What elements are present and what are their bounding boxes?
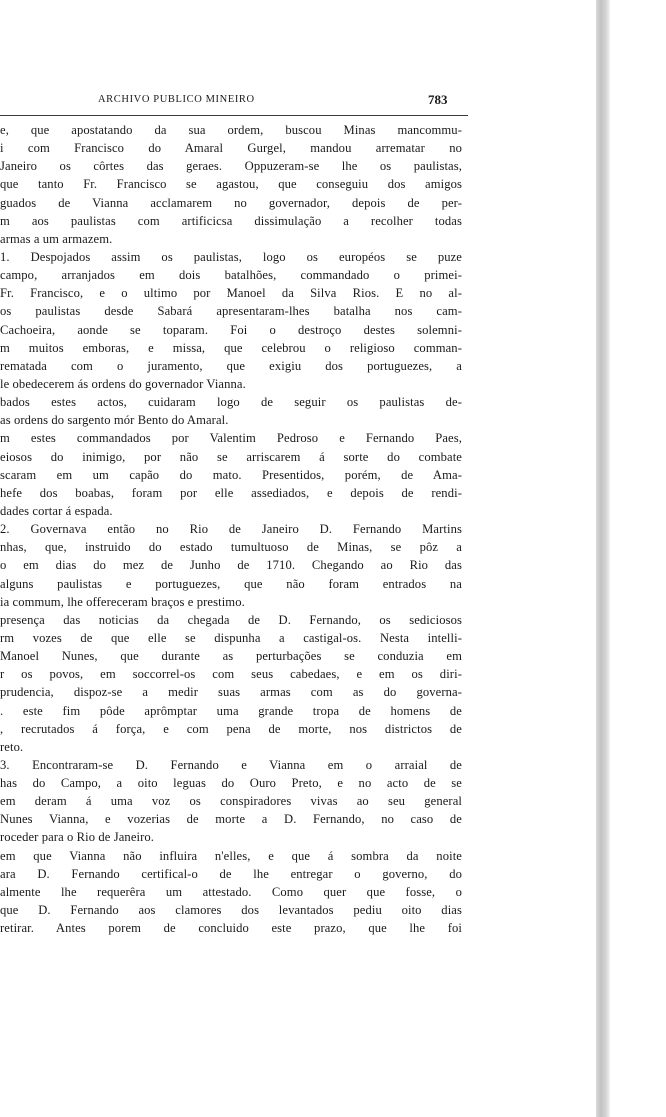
text-line: em que Vianna não influira n'elles, e que á sombra da noite bbox=[0, 848, 462, 863]
text-line: Manoel Nunes, que durante as perturbações se conduzia em bbox=[0, 649, 462, 664]
text-line: almente lhe requerêra um attestado. Como quer que fosse, o bbox=[0, 884, 462, 899]
text-line: nhas, que, instruido do estado tumultuoso de Minas, se pôz a bbox=[0, 540, 462, 555]
text-line: le obedecerem ás ordens do governador Vianna. bbox=[0, 376, 246, 391]
text-line: prudencia, dispoz-se a medir suas armas com as do governa- bbox=[0, 685, 462, 700]
text-line: o em dias do mez de Junho de 1710. Chegando ao Rio das bbox=[0, 558, 462, 573]
text-line: ara D. Fernando certifical-o de lhe entregar o governo, do bbox=[0, 866, 462, 881]
text-line: armas a um armazem. bbox=[0, 231, 113, 246]
text-line: Fr. Francisco, e o ultimo por Manoel da Silva Rios. E no al- bbox=[0, 286, 462, 301]
text-line: dades cortar á espada. bbox=[0, 503, 113, 518]
page-gutter-shadow bbox=[596, 0, 610, 1117]
page-number: 783 bbox=[428, 92, 448, 107]
text-line: em deram á uma voz os conspiradores vivas ao seu general bbox=[0, 794, 462, 809]
text-line: has do Campo, a oito leguas do Ouro Preto, e no acto de se bbox=[0, 776, 462, 791]
running-header-title: ARCHIVO PUBLICO MINEIRO bbox=[98, 94, 255, 105]
text-line: m muitos emboras, e missa, que celebrou o religioso comman- bbox=[0, 340, 462, 355]
text-line: campo, arranjados em dois batalhões, commandado o primei- bbox=[0, 268, 462, 283]
text-line: hefe dos boabas, foram por elle assediados, e depois de rendi- bbox=[0, 485, 462, 500]
header-rule bbox=[0, 115, 468, 116]
text-line: presença das noticias da chegada de D. Fernando, os sediciosos bbox=[0, 612, 462, 627]
text-line: que D. Fernando aos clamores dos levantados pediu oito dias bbox=[0, 903, 462, 918]
text-line: r os povos, em soccorrel-os com seus cabedaes, e em os diri- bbox=[0, 667, 462, 682]
text-line: m estes commandados por Valentim Pedroso e Fernando Paes, bbox=[0, 431, 462, 446]
text-line: ia commum, lhe offereceram braços e prestimo. bbox=[0, 594, 245, 609]
text-line: rm vozes de que elle se dispunha a castigal-os. Nesta intelli- bbox=[0, 630, 462, 645]
text-line: e, que apostatando da sua ordem, buscou Minas mancommu- bbox=[0, 123, 462, 137]
text-line: Cachoeira, aonde se toparam. Foi o destroço destes solemni- bbox=[0, 322, 462, 337]
text-line: Nunes Vianna, e vozerias de morte a D. Fernando, no caso de bbox=[0, 812, 462, 827]
text-line: eiosos do inimigo, por não se arriscarem á sorte do combate bbox=[0, 449, 462, 464]
text-line: scaram em um capão do mato. Presentidos, porém, de Ama- bbox=[0, 467, 462, 482]
text-line: alguns paulistas e portuguezes, que não foram entrados na bbox=[0, 576, 462, 591]
text-line: roceder para o Rio de Janeiro. bbox=[0, 830, 155, 845]
text-line: os paulistas desde Sabará apresentaram-lhes batalha nos cam- bbox=[0, 304, 462, 319]
text-line: bados estes actos, cuidaram logo de seguir os paulistas de- bbox=[0, 395, 462, 410]
text-line: 2. Governava então no Rio de Janeiro D. Fernando Martins bbox=[0, 522, 462, 537]
text-line: m aos paulistas com artificicsa dissimulação a recolher todas bbox=[0, 213, 462, 228]
text-line: Janeiro os côrtes das geraes. Oppuzeram-se lhe os paulistas, bbox=[0, 159, 462, 174]
text-line: . este fim pôde aprômptar uma grande tropa de homens de bbox=[0, 703, 462, 718]
body-text bbox=[0, 121, 462, 937]
text-line: as ordens do sargento mór Bento do Amaral. bbox=[0, 413, 229, 428]
text-line: reto. bbox=[0, 739, 24, 754]
text-line: guados de Vianna acclamarem no governador, depois de per- bbox=[0, 195, 462, 210]
text-line: rematada com o juramento, que exigiu dos portuguezes, a bbox=[0, 358, 462, 373]
text-line: 3. Encontraram-se D. Fernando e Vianna em o arraial de bbox=[0, 757, 462, 772]
running-header bbox=[0, 94, 470, 110]
text-line: 1. Despojados assim os paulistas, logo os européos se puze bbox=[0, 249, 462, 264]
text-line: que tanto Fr. Francisco se agastou, que conseguiu dos amigos bbox=[0, 177, 462, 192]
text-line: , recrutados á força, e com pena de morte, nos districtos de bbox=[0, 721, 462, 736]
text-line: i com Francisco do Amaral Gurgel, mandou arrematar no bbox=[0, 141, 462, 156]
text-line: retirar. Antes porem de concluido este prazo, que lhe foi bbox=[0, 921, 462, 936]
